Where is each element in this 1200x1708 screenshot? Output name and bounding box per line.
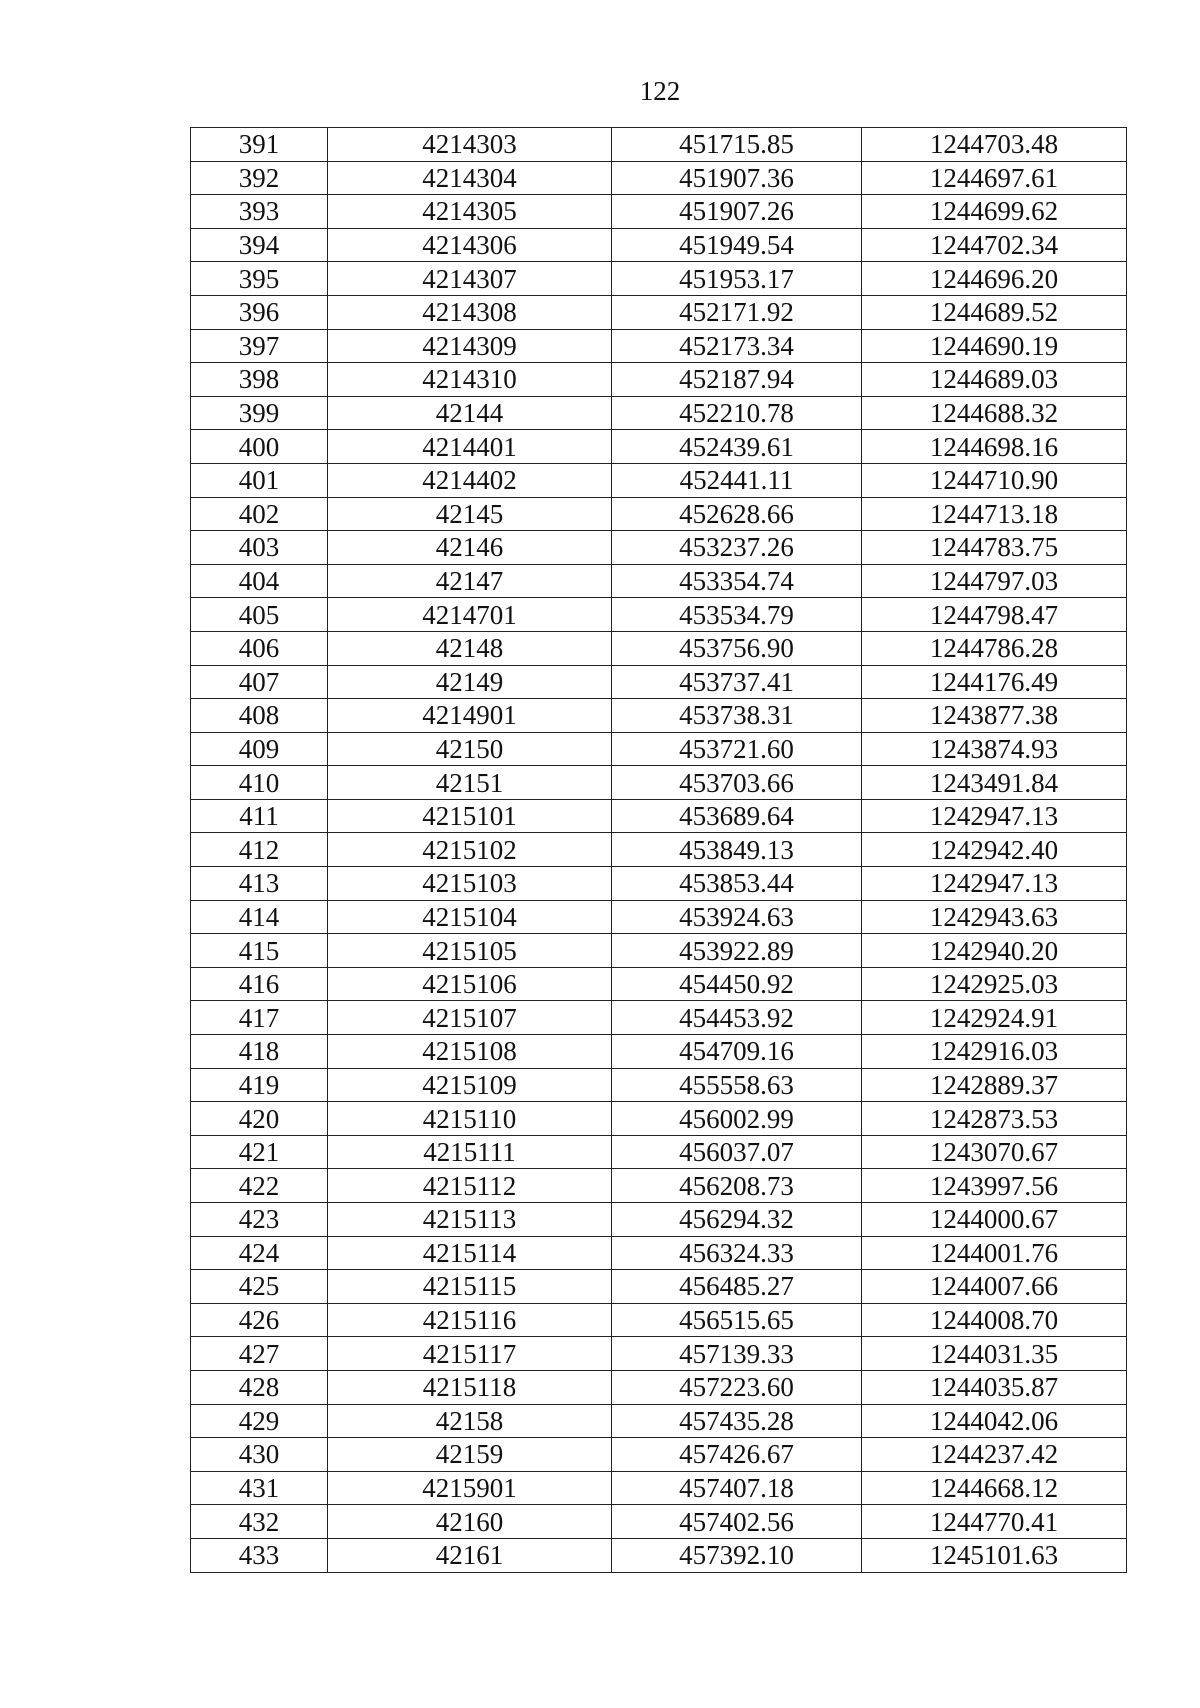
point-id-cell: 4215118 — [328, 1370, 612, 1404]
row-index-cell: 424 — [191, 1236, 328, 1270]
table-row — [191, 161, 1127, 195]
x-coordinate-cell: 452441.11 — [612, 463, 862, 497]
point-id-cell: 4214401 — [328, 430, 612, 464]
table-row — [191, 396, 1127, 430]
table-row — [191, 1471, 1127, 1505]
point-id-cell: 4215901 — [328, 1471, 612, 1505]
x-coordinate-cell: 456485.27 — [612, 1270, 862, 1304]
point-id-cell: 42160 — [328, 1505, 612, 1539]
y-coordinate-cell: 1242889.37 — [862, 1068, 1127, 1102]
x-coordinate-cell: 451953.17 — [612, 262, 862, 296]
y-coordinate-cell: 1243070.67 — [862, 1135, 1127, 1169]
x-coordinate-cell: 457223.60 — [612, 1370, 862, 1404]
row-index-cell: 431 — [191, 1471, 328, 1505]
table-row — [191, 900, 1127, 934]
x-coordinate-cell: 453853.44 — [612, 867, 862, 901]
table-row — [191, 1102, 1127, 1136]
x-coordinate-cell: 453703.66 — [612, 766, 862, 800]
y-coordinate-cell: 1244699.62 — [862, 195, 1127, 229]
y-coordinate-cell: 1244668.12 — [862, 1471, 1127, 1505]
table-row — [191, 564, 1127, 598]
row-index-cell: 410 — [191, 766, 328, 800]
row-index-cell: 413 — [191, 867, 328, 901]
y-coordinate-cell: 1244713.18 — [862, 497, 1127, 531]
y-coordinate-cell: 1244176.49 — [862, 665, 1127, 699]
x-coordinate-cell: 453237.26 — [612, 531, 862, 565]
table-row — [191, 665, 1127, 699]
table-row — [191, 1203, 1127, 1237]
point-id-cell: 4215112 — [328, 1169, 612, 1203]
page-number: 122 — [639, 76, 681, 106]
row-index-cell: 399 — [191, 396, 328, 430]
y-coordinate-cell: 1245101.63 — [862, 1538, 1127, 1572]
table-row — [191, 699, 1127, 733]
row-index-cell: 408 — [191, 699, 328, 733]
table-row — [191, 1270, 1127, 1304]
y-coordinate-cell: 1244031.35 — [862, 1337, 1127, 1371]
point-id-cell: 42150 — [328, 732, 612, 766]
point-id-cell: 4215117 — [328, 1337, 612, 1371]
row-index-cell: 415 — [191, 934, 328, 968]
point-id-cell: 4214303 — [328, 128, 612, 162]
table-row — [191, 430, 1127, 464]
y-coordinate-cell: 1244702.34 — [862, 228, 1127, 262]
y-coordinate-cell: 1244001.76 — [862, 1236, 1127, 1270]
x-coordinate-cell: 453756.90 — [612, 631, 862, 665]
y-coordinate-cell: 1244007.66 — [862, 1270, 1127, 1304]
x-coordinate-cell: 453721.60 — [612, 732, 862, 766]
x-coordinate-cell: 452628.66 — [612, 497, 862, 531]
x-coordinate-cell: 456002.99 — [612, 1102, 862, 1136]
x-coordinate-cell: 451907.26 — [612, 195, 862, 229]
x-coordinate-cell: 456208.73 — [612, 1169, 862, 1203]
table-row — [191, 463, 1127, 497]
point-id-cell: 4215113 — [328, 1203, 612, 1237]
point-id-cell: 4215105 — [328, 934, 612, 968]
point-id-cell: 4214701 — [328, 598, 612, 632]
x-coordinate-cell: 457435.28 — [612, 1404, 862, 1438]
point-id-cell: 4214304 — [328, 161, 612, 195]
point-id-cell: 4215104 — [328, 900, 612, 934]
x-coordinate-cell: 456037.07 — [612, 1135, 862, 1169]
x-coordinate-cell: 455558.63 — [612, 1068, 862, 1102]
table-row — [191, 1035, 1127, 1069]
row-index-cell: 430 — [191, 1438, 328, 1472]
y-coordinate-cell: 1244035.87 — [862, 1370, 1127, 1404]
x-coordinate-cell: 454709.16 — [612, 1035, 862, 1069]
table-row — [191, 766, 1127, 800]
point-id-cell: 4214308 — [328, 295, 612, 329]
point-id-cell: 4215102 — [328, 833, 612, 867]
row-index-cell: 395 — [191, 262, 328, 296]
x-coordinate-cell: 452187.94 — [612, 363, 862, 397]
row-index-cell: 429 — [191, 1404, 328, 1438]
y-coordinate-cell: 1244770.41 — [862, 1505, 1127, 1539]
row-index-cell: 432 — [191, 1505, 328, 1539]
point-id-cell: 4215116 — [328, 1303, 612, 1337]
row-index-cell: 402 — [191, 497, 328, 531]
point-id-cell: 4214402 — [328, 463, 612, 497]
x-coordinate-cell: 457139.33 — [612, 1337, 862, 1371]
row-index-cell: 403 — [191, 531, 328, 565]
x-coordinate-cell: 453737.41 — [612, 665, 862, 699]
y-coordinate-cell: 1243877.38 — [862, 699, 1127, 733]
x-coordinate-cell: 451907.36 — [612, 161, 862, 195]
y-coordinate-cell: 1244783.75 — [862, 531, 1127, 565]
row-index-cell: 417 — [191, 1001, 328, 1035]
table-row — [191, 1135, 1127, 1169]
table-row — [191, 329, 1127, 363]
table-row — [191, 195, 1127, 229]
y-coordinate-cell: 1244798.47 — [862, 598, 1127, 632]
x-coordinate-cell: 452173.34 — [612, 329, 862, 363]
x-coordinate-cell: 456515.65 — [612, 1303, 862, 1337]
x-coordinate-cell: 452171.92 — [612, 295, 862, 329]
row-index-cell: 425 — [191, 1270, 328, 1304]
row-index-cell: 423 — [191, 1203, 328, 1237]
row-index-cell: 397 — [191, 329, 328, 363]
table-row — [191, 531, 1127, 565]
table-row — [191, 598, 1127, 632]
table-row — [191, 799, 1127, 833]
y-coordinate-cell: 1244696.20 — [862, 262, 1127, 296]
table-row — [191, 967, 1127, 1001]
row-index-cell: 422 — [191, 1169, 328, 1203]
point-id-cell: 4215101 — [328, 799, 612, 833]
y-coordinate-cell: 1244688.32 — [862, 396, 1127, 430]
x-coordinate-cell: 456324.33 — [612, 1236, 862, 1270]
table-row — [191, 1438, 1127, 1472]
coordinate-table-container — [190, 127, 1126, 1573]
y-coordinate-cell: 1243874.93 — [862, 732, 1127, 766]
y-coordinate-cell: 1242873.53 — [862, 1102, 1127, 1136]
row-index-cell: 416 — [191, 967, 328, 1001]
row-index-cell: 420 — [191, 1102, 328, 1136]
y-coordinate-cell: 1244797.03 — [862, 564, 1127, 598]
table-row — [191, 934, 1127, 968]
y-coordinate-cell: 1242947.13 — [862, 867, 1127, 901]
table-row — [191, 631, 1127, 665]
x-coordinate-cell: 451949.54 — [612, 228, 862, 262]
row-index-cell: 426 — [191, 1303, 328, 1337]
row-index-cell: 406 — [191, 631, 328, 665]
x-coordinate-cell: 453924.63 — [612, 900, 862, 934]
table-row — [191, 1538, 1127, 1572]
y-coordinate-cell: 1244000.67 — [862, 1203, 1127, 1237]
row-index-cell: 411 — [191, 799, 328, 833]
y-coordinate-cell: 1242943.63 — [862, 900, 1127, 934]
table-row — [191, 1303, 1127, 1337]
y-coordinate-cell: 1242925.03 — [862, 967, 1127, 1001]
table-row — [191, 363, 1127, 397]
y-coordinate-cell: 1244689.03 — [862, 363, 1127, 397]
row-index-cell: 421 — [191, 1135, 328, 1169]
x-coordinate-cell: 457392.10 — [612, 1538, 862, 1572]
point-id-cell: 42146 — [328, 531, 612, 565]
point-id-cell: 42148 — [328, 631, 612, 665]
point-id-cell: 42149 — [328, 665, 612, 699]
point-id-cell: 4214307 — [328, 262, 612, 296]
y-coordinate-cell: 1242947.13 — [862, 799, 1127, 833]
x-coordinate-cell: 451715.85 — [612, 128, 862, 162]
y-coordinate-cell: 1244237.42 — [862, 1438, 1127, 1472]
point-id-cell: 4215109 — [328, 1068, 612, 1102]
x-coordinate-cell: 457407.18 — [612, 1471, 862, 1505]
row-index-cell: 433 — [191, 1538, 328, 1572]
y-coordinate-cell: 1242924.91 — [862, 1001, 1127, 1035]
row-index-cell: 418 — [191, 1035, 328, 1069]
y-coordinate-cell: 1242940.20 — [862, 934, 1127, 968]
x-coordinate-cell: 457426.67 — [612, 1438, 862, 1472]
coordinate-table — [190, 127, 1127, 1573]
row-index-cell: 396 — [191, 295, 328, 329]
point-id-cell: 4215110 — [328, 1102, 612, 1136]
row-index-cell: 404 — [191, 564, 328, 598]
table-row — [191, 1236, 1127, 1270]
y-coordinate-cell: 1244710.90 — [862, 463, 1127, 497]
row-index-cell: 412 — [191, 833, 328, 867]
y-coordinate-cell: 1242942.40 — [862, 833, 1127, 867]
point-id-cell: 4214901 — [328, 699, 612, 733]
point-id-cell: 4214305 — [328, 195, 612, 229]
point-id-cell: 4215106 — [328, 967, 612, 1001]
coordinate-table-body — [191, 128, 1127, 1573]
y-coordinate-cell: 1244008.70 — [862, 1303, 1127, 1337]
row-index-cell: 393 — [191, 195, 328, 229]
table-row — [191, 497, 1127, 531]
table-row — [191, 1337, 1127, 1371]
point-id-cell: 4214309 — [328, 329, 612, 363]
x-coordinate-cell: 453738.31 — [612, 699, 862, 733]
row-index-cell: 409 — [191, 732, 328, 766]
x-coordinate-cell: 456294.32 — [612, 1203, 862, 1237]
table-row — [191, 833, 1127, 867]
point-id-cell: 42144 — [328, 396, 612, 430]
y-coordinate-cell: 1244690.19 — [862, 329, 1127, 363]
row-index-cell: 392 — [191, 161, 328, 195]
y-coordinate-cell: 1243997.56 — [862, 1169, 1127, 1203]
point-id-cell: 42158 — [328, 1404, 612, 1438]
x-coordinate-cell: 452210.78 — [612, 396, 862, 430]
x-coordinate-cell: 454450.92 — [612, 967, 862, 1001]
y-coordinate-cell: 1244689.52 — [862, 295, 1127, 329]
table-row — [191, 732, 1127, 766]
x-coordinate-cell: 453849.13 — [612, 833, 862, 867]
y-coordinate-cell: 1244703.48 — [862, 128, 1127, 162]
point-id-cell: 4215115 — [328, 1270, 612, 1304]
x-coordinate-cell: 454453.92 — [612, 1001, 862, 1035]
row-index-cell: 428 — [191, 1370, 328, 1404]
point-id-cell: 4215111 — [328, 1135, 612, 1169]
row-index-cell: 414 — [191, 900, 328, 934]
y-coordinate-cell: 1243491.84 — [862, 766, 1127, 800]
point-id-cell: 4215103 — [328, 867, 612, 901]
row-index-cell: 407 — [191, 665, 328, 699]
point-id-cell: 4215114 — [328, 1236, 612, 1270]
table-row — [191, 295, 1127, 329]
y-coordinate-cell: 1242916.03 — [862, 1035, 1127, 1069]
table-row — [191, 228, 1127, 262]
row-index-cell: 401 — [191, 463, 328, 497]
row-index-cell: 400 — [191, 430, 328, 464]
row-index-cell: 394 — [191, 228, 328, 262]
point-id-cell: 42145 — [328, 497, 612, 531]
point-id-cell: 42161 — [328, 1538, 612, 1572]
y-coordinate-cell: 1244698.16 — [862, 430, 1127, 464]
point-id-cell: 42159 — [328, 1438, 612, 1472]
table-row — [191, 867, 1127, 901]
table-row — [191, 1370, 1127, 1404]
point-id-cell: 4215107 — [328, 1001, 612, 1035]
point-id-cell: 42147 — [328, 564, 612, 598]
row-index-cell: 419 — [191, 1068, 328, 1102]
y-coordinate-cell: 1244697.61 — [862, 161, 1127, 195]
row-index-cell: 405 — [191, 598, 328, 632]
x-coordinate-cell: 457402.56 — [612, 1505, 862, 1539]
table-row — [191, 1404, 1127, 1438]
table-row — [191, 1169, 1127, 1203]
point-id-cell: 4215108 — [328, 1035, 612, 1069]
x-coordinate-cell: 452439.61 — [612, 430, 862, 464]
row-index-cell: 427 — [191, 1337, 328, 1371]
point-id-cell: 4214310 — [328, 363, 612, 397]
x-coordinate-cell: 453922.89 — [612, 934, 862, 968]
y-coordinate-cell: 1244786.28 — [862, 631, 1127, 665]
table-row — [191, 262, 1127, 296]
point-id-cell: 4214306 — [328, 228, 612, 262]
x-coordinate-cell: 453354.74 — [612, 564, 862, 598]
table-row — [191, 1505, 1127, 1539]
point-id-cell: 42151 — [328, 766, 612, 800]
row-index-cell: 398 — [191, 363, 328, 397]
table-row — [191, 1001, 1127, 1035]
table-row — [191, 1068, 1127, 1102]
x-coordinate-cell: 453534.79 — [612, 598, 862, 632]
table-row — [191, 128, 1127, 162]
row-index-cell: 391 — [191, 128, 328, 162]
x-coordinate-cell: 453689.64 — [612, 799, 862, 833]
y-coordinate-cell: 1244042.06 — [862, 1404, 1127, 1438]
